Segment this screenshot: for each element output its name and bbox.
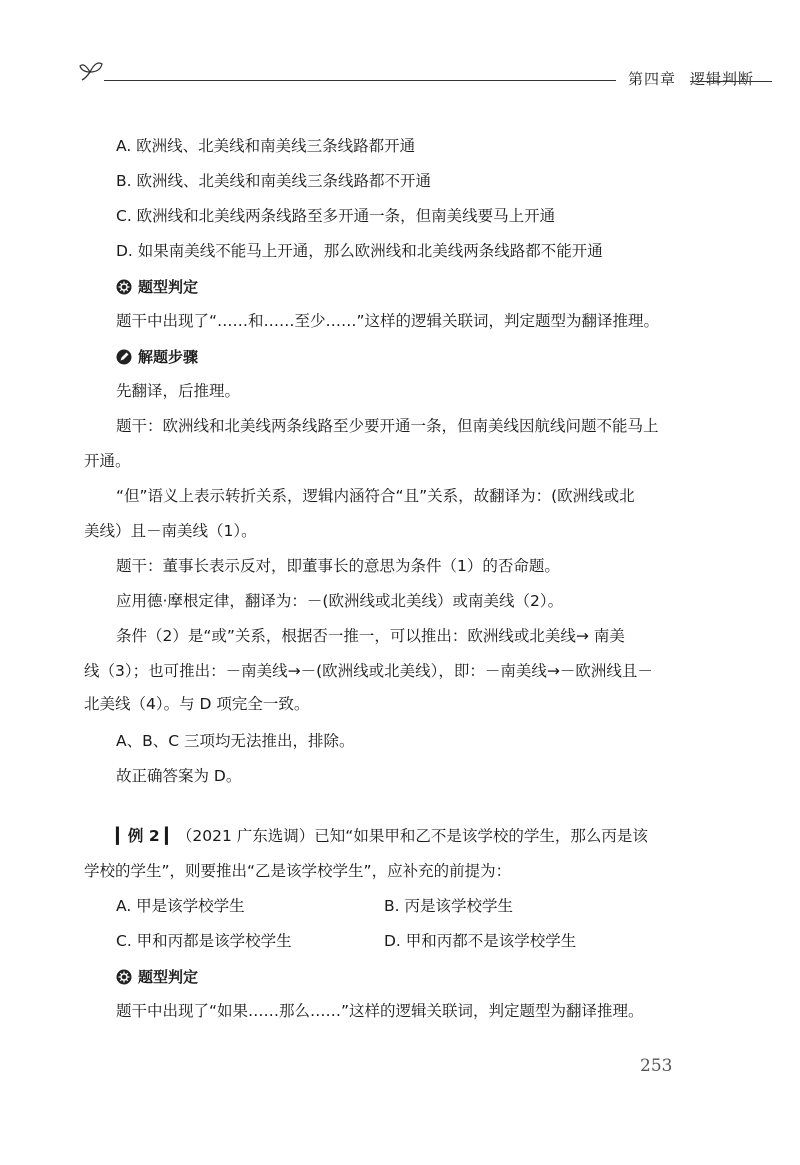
header-rule-right <box>690 81 772 82</box>
page-number: 253 <box>640 1056 673 1076</box>
q1-option-c: C. 欧洲线和北美线两条线路至多开通一条，但南美线要马上开通 <box>116 207 556 225</box>
step-p7: A、B、C 三项均无法推出，排除。 <box>116 732 355 750</box>
step-p6-line1: 条件（2）是“或”关系，根据否一推一，可以推出：欧洲线或北美线→ 南美 <box>116 627 625 645</box>
step-p3-line1: “但”语义上表示转折关系，逻辑内涵符合“且”关系，故翻译为：(欧洲线或北 <box>116 487 635 505</box>
sprout-icon <box>78 58 108 82</box>
type-text-1: 题干中出现了“……和……至少……”这样的逻辑关联词，判定题型为翻译推理。 <box>116 312 660 330</box>
step-p3-line2: 美线）且－南美线（1）。 <box>84 522 257 540</box>
gear-icon <box>116 969 132 985</box>
step-p1: 先翻译，后推理。 <box>116 382 241 400</box>
type-heading-2-label: 题型判定 <box>138 968 199 986</box>
header-rule-left <box>104 80 616 81</box>
type-heading-1-label: 题型判定 <box>138 278 199 296</box>
q1-option-a: A. 欧洲线、北美线和南美线三条线路都开通 <box>116 137 416 155</box>
example2-option-b: B. 丙是该学校学生 <box>384 897 513 915</box>
steps-heading <box>116 346 198 367</box>
step-p6-line2: 线（3）；也可推出：－南美线→－(欧洲线或北美线），即：－南美线→－欧洲线且－ <box>84 662 653 680</box>
type-heading-1 <box>116 276 198 297</box>
step-p6-line3: 北美线（4）。与 D 项完全一致。 <box>84 695 310 713</box>
example2-label: ▎例 2 ▎ <box>116 827 177 845</box>
q1-option-d: D. 如果南美线不能马上开通，那么欧洲线和北美线两条线路都不能开通 <box>116 242 603 260</box>
example2-stem-line1 <box>116 826 648 846</box>
section-title: 逻辑判断 <box>690 70 755 88</box>
type-heading-2 <box>116 966 198 987</box>
running-header <box>78 58 755 98</box>
step-p4: 题干：董事长表示反对，即董事长的意思为条件（1）的否命题。 <box>116 557 560 575</box>
type-text-2: 题干中出现了“如果……那么……”这样的逻辑关联词，判定题型为翻译推理。 <box>116 1002 644 1020</box>
step-p2-line2: 开通。 <box>84 452 131 470</box>
chapter-title <box>628 68 754 89</box>
example2-stem-line2: 学校的学生”，则要推出“乙是该学校学生”，应补充的前提为： <box>84 862 512 880</box>
example2-stem-text: （2021 广东选调）已知“如果甲和乙不是该学校的学生，那么丙是该 <box>176 827 648 845</box>
q1-option-b: B. 欧洲线、北美线和南美线三条线路都不开通 <box>116 172 431 190</box>
step-p8: 故正确答案为 D。 <box>116 767 242 785</box>
example2-option-d: D. 甲和丙都不是该学校学生 <box>384 932 577 950</box>
steps-heading-label: 解题步骤 <box>138 348 199 366</box>
step-p5: 应用德·摩根定律，翻译为：－(欧洲线或北美线）或南美线（2）。 <box>116 592 564 610</box>
example2-option-a: A. 甲是该学校学生 <box>116 897 245 915</box>
pen-icon <box>116 349 132 365</box>
example2-option-c: C. 甲和丙都是该学校学生 <box>116 932 292 950</box>
step-p2-line1: 题干：欧洲线和北美线两条线路至少要开通一条，但南美线因航线问题不能马上 <box>116 417 659 435</box>
gear-icon <box>116 279 132 295</box>
chapter-number: 第四章 <box>628 70 677 88</box>
